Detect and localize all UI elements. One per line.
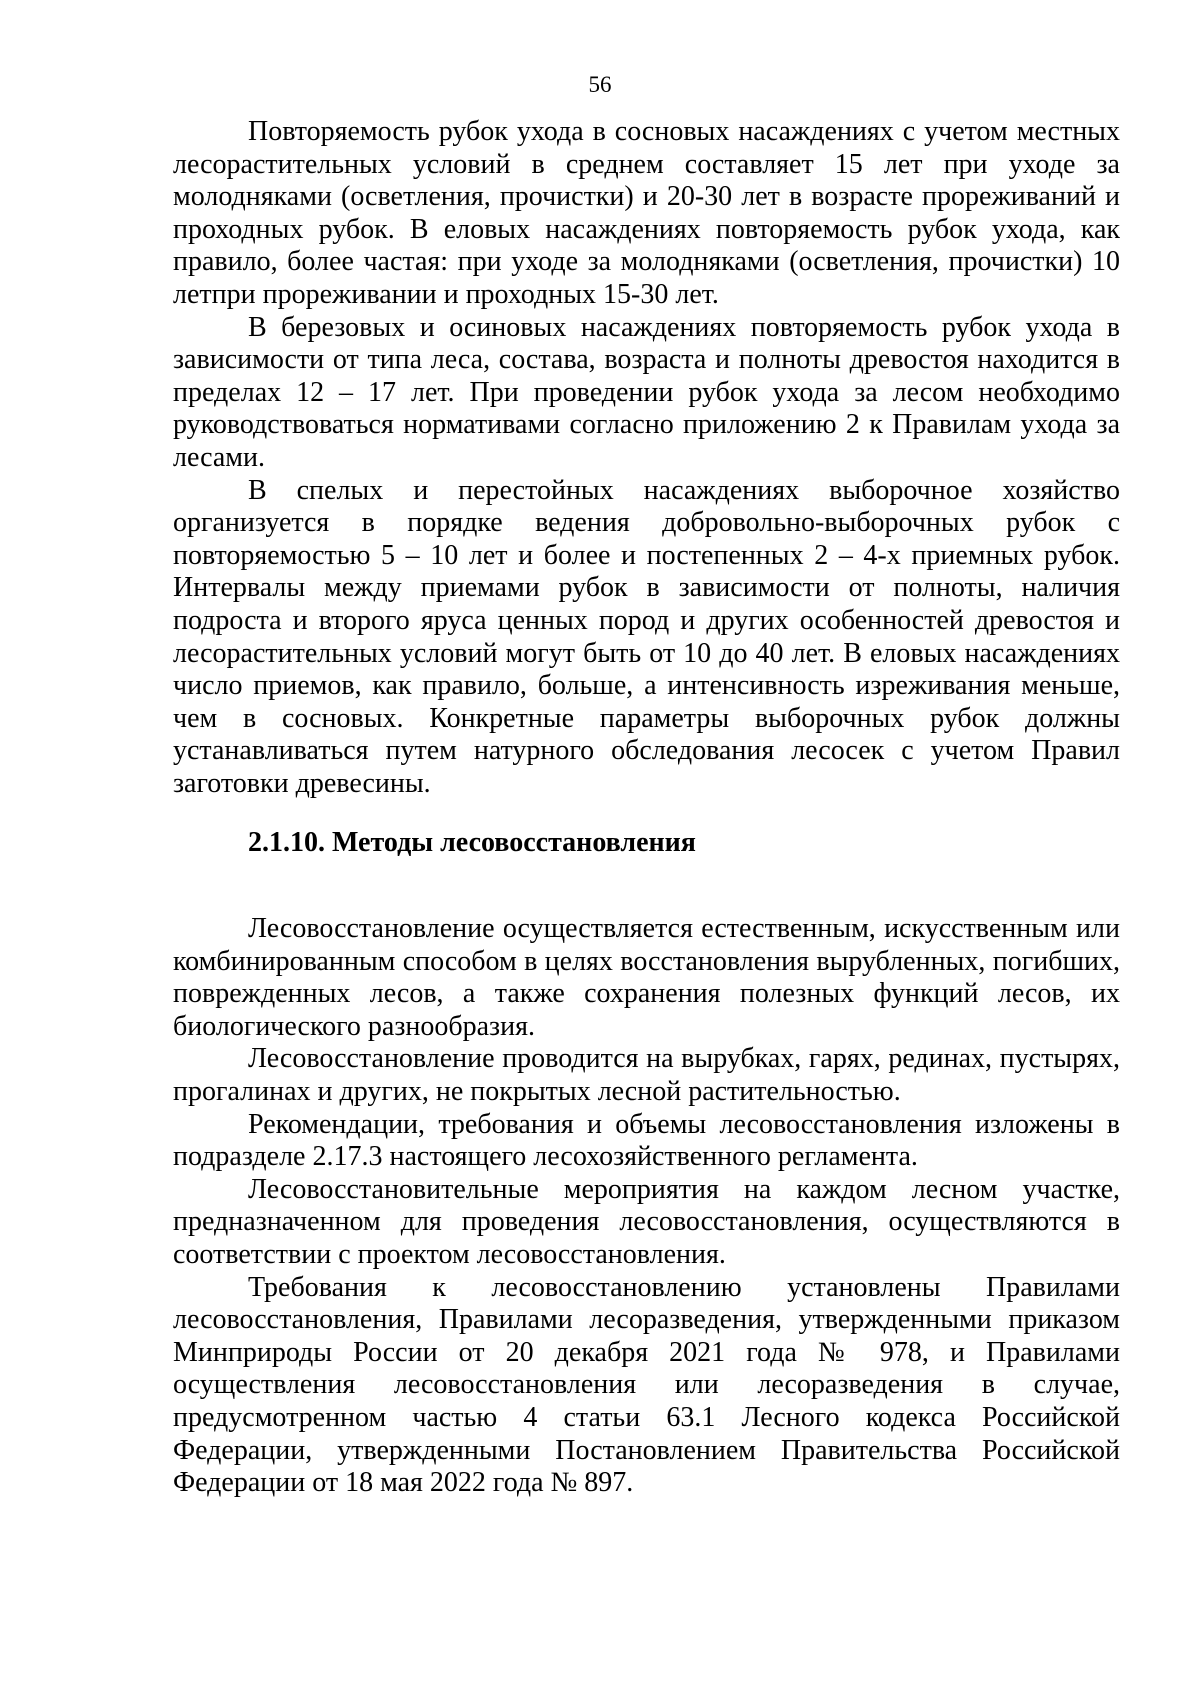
paragraph-reforestation-activities: Лесовосстановительные мероприятия на каждом лесном участке, предназначенном для проведения лесовосстановления, осуществляются в соответствии с проектом лесовосстановления. — [173, 1173, 1120, 1270]
paragraph-birch-aspen-stands: В березовых и осиновых насаждениях повторяемость рубок ухода в зависимости от типа леса, состава, возраста и полноты древостоя находится в пределах 12 – 17 лет. При проведении рубок ухода за лесом необходимо руководствоваться нормативами согласно приложению 2 к Правилам ухода за лесами. — [173, 311, 1120, 473]
paragraph-selective-cutting: В спелых и перестойных насаждениях выборочное хозяйство организуется в порядке ведения добровольно-выборочных рубок с повторяемостью 5 – 10 лет и более и постепенных 2 – 4-х приемных рубок. Интервалы между приемами рубок в зависимости от полноты, наличия подроста и второго яруса ценных пород и других особенностей древостоя и лесорастительных условий могут быть от 10 до 40 лет. В еловых насаждениях число приемов, как правило, больше, а интенсивность изреживания меньше, чем в сосновых. Конкретные параметры выборочных рубок должны устанавливаться путем натурного обследования лесосек с учетом Правил заготовки древесины. — [173, 474, 1120, 799]
section-heading: 2.1.10. Методы лесовосстановления — [248, 827, 696, 858]
paragraph-requirements: Требования к лесовосстановлению установлены Правилами лесовосстановления, Правилами лесоразведения, утвержденными приказом Минприроды России от 20 декабря 2021 года № 978, и Правилами осуществления лесовосстановления или лесоразведения в случае, предусмотренном частью 4 статьи 63.1 Лесного кодекса Российской Федерации, утвержденными Постановлением Правительства Российской Федерации от 18 мая 2022 года № 897. — [173, 1271, 1120, 1499]
paragraph-reforestation-methods: Лесовосстановление осуществляется естественным, искусственным или комбинированным способом в целях восстановления вырубленных, погибших, поврежденных лесов, а также сохранения полезных функций лесов, их биологического разнообразия. — [173, 913, 1120, 1042]
paragraph-recommendations: Рекомендации, требования и объемы лесовосстановления изложены в подразделе 2.17.3 настоящего лесохозяйственного регламента. — [173, 1108, 1120, 1173]
reforestation-section — [173, 913, 1120, 1500]
paragraph-reforestation-areas: Лесовосстановление проводится на вырубках, гарях, рединах, пустырях, прогалинах и других, не покрытых лесной растительностью. — [173, 1043, 1120, 1107]
thinning-cuts-section — [173, 116, 1120, 800]
page-number: 56 — [588, 72, 612, 97]
paragraph-pine-stands: Повторяемость рубок ухода в сосновых насаждениях с учетом местных лесорастительных условий в среднем составляет 15 лет при уходе за молодняками (осветления, прочистки) и 20-30 лет в возрасте прореживаний и проходных рубок. В еловых насаждениях повторяемость рубок ухода, как правило, более частая: при уходе за молодняками (осветления, прочистки) 10 летпри прореживании и проходных 15-30 лет. — [173, 116, 1120, 310]
